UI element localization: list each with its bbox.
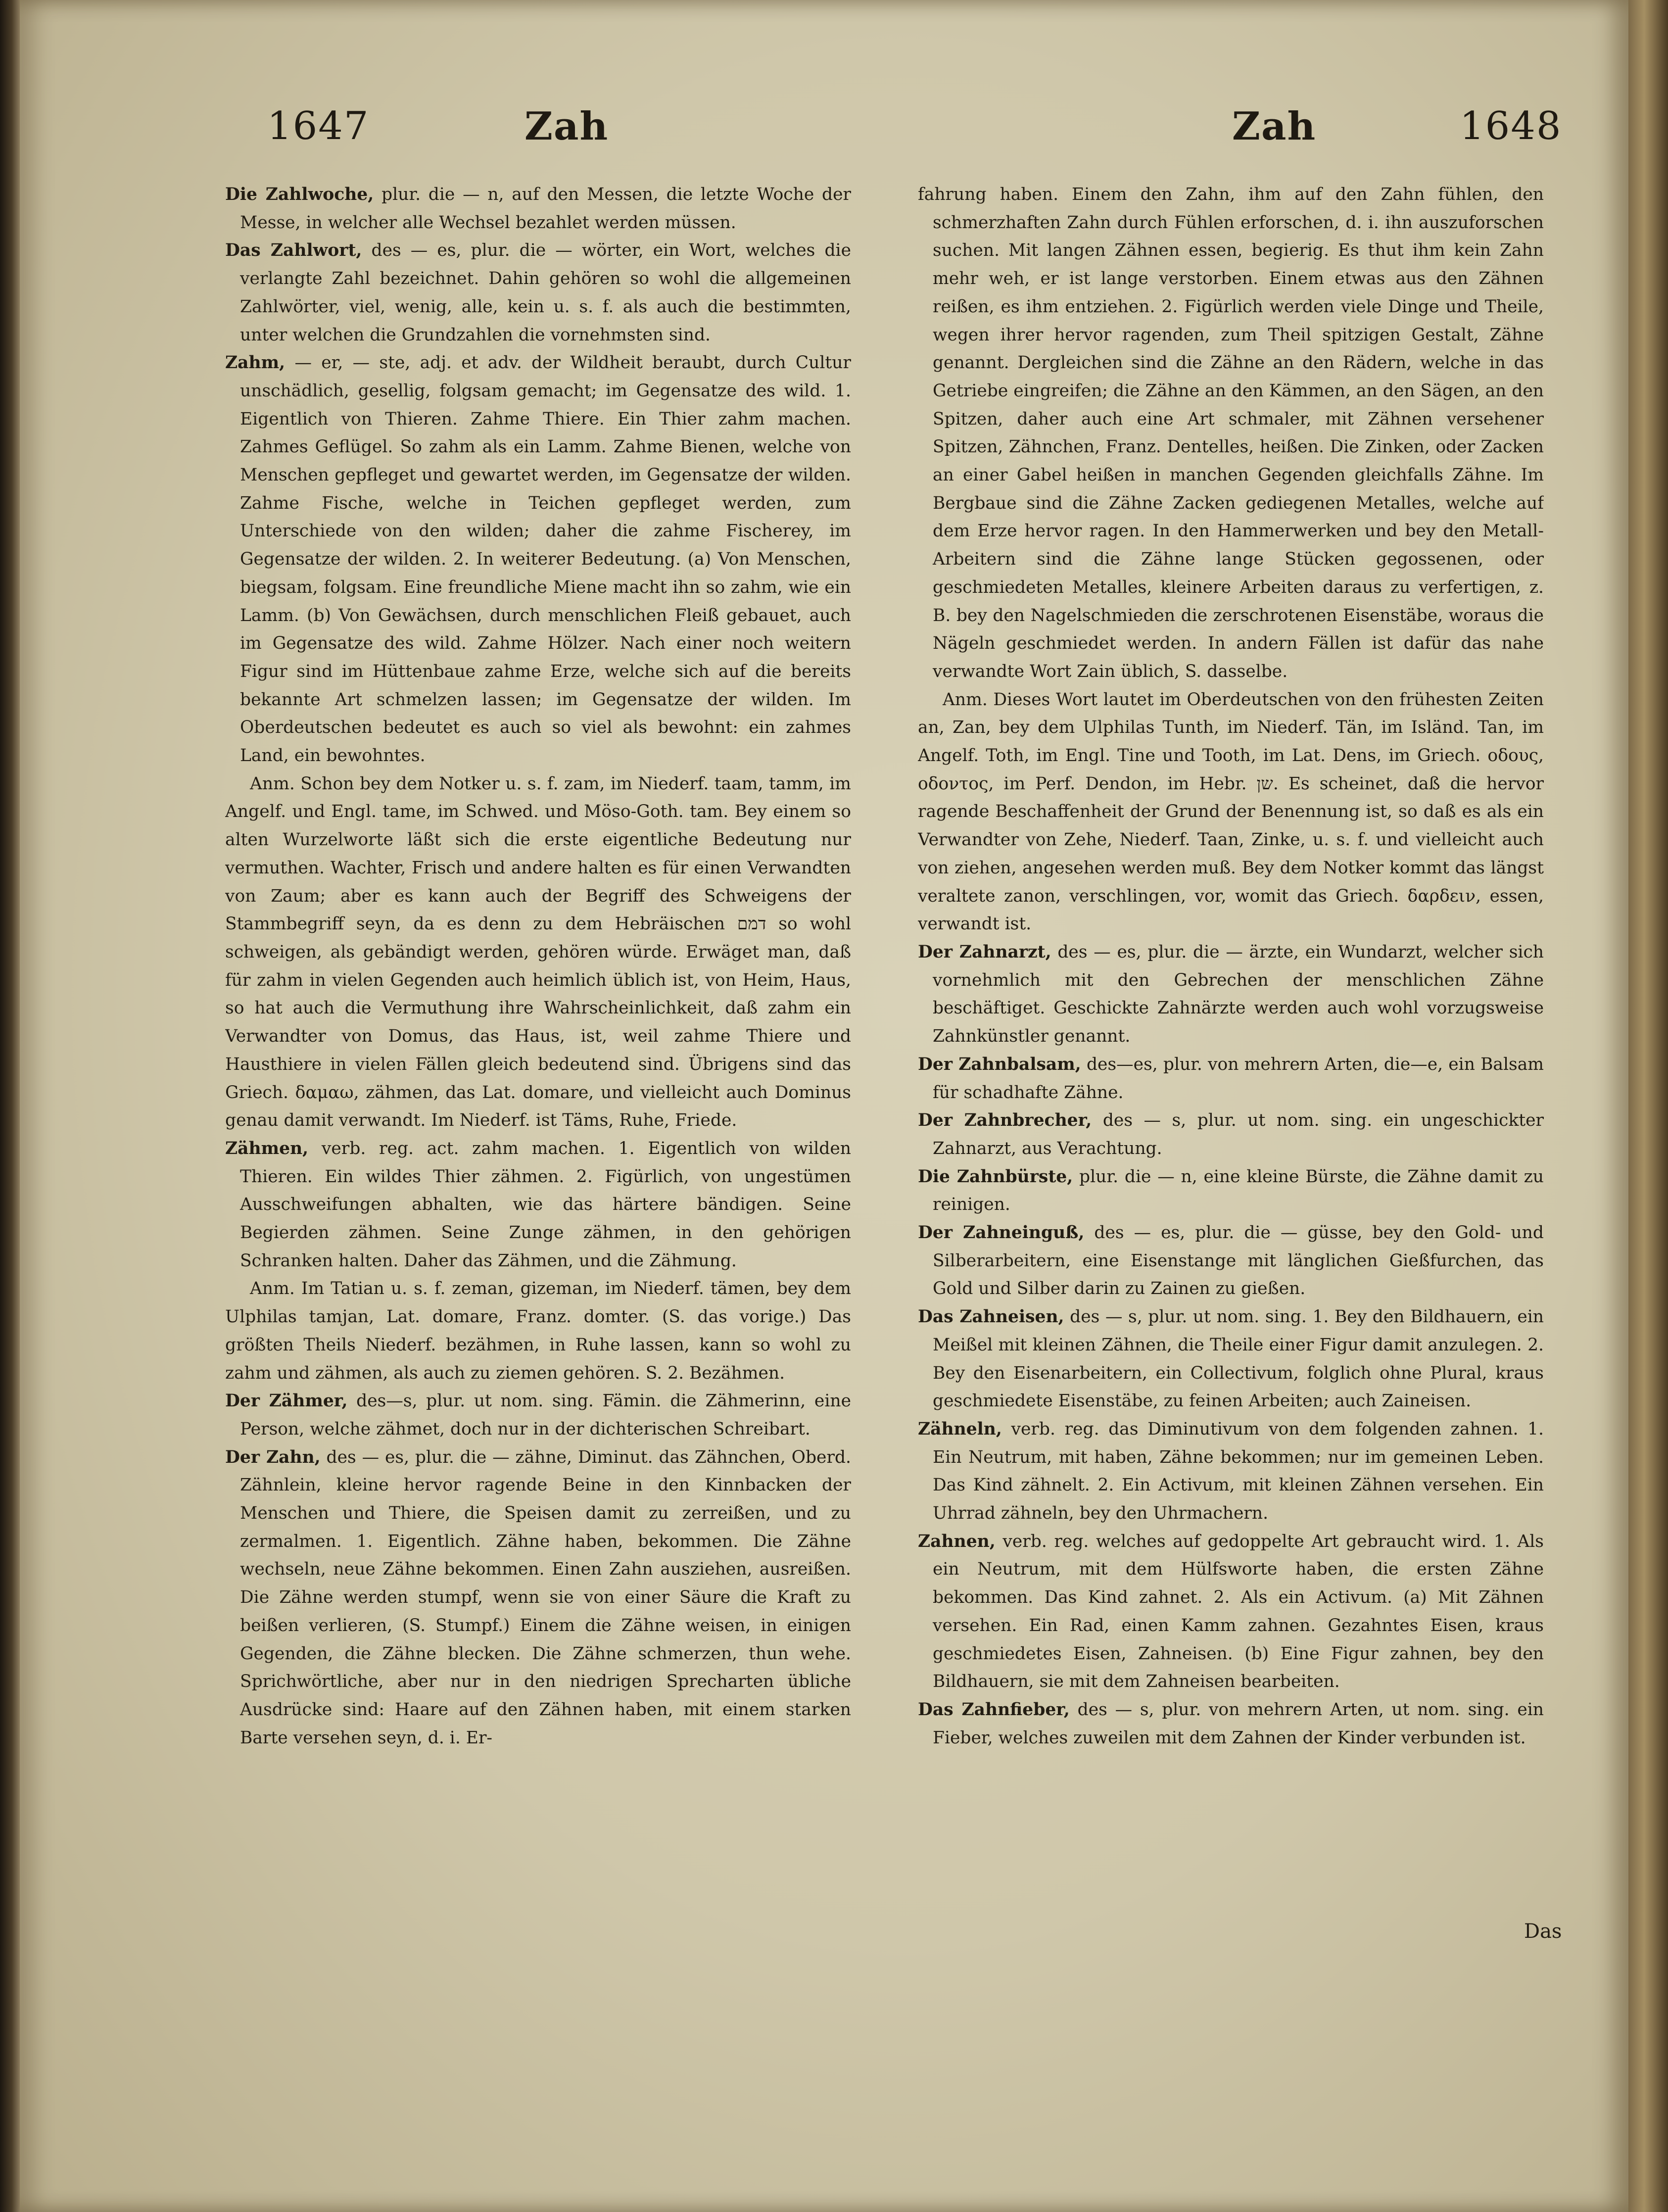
entry-headword: Zähneln, [918,1419,1002,1439]
dictionary-entry [225,1387,851,1443]
dictionary-entry [918,1219,1544,1303]
dictionary-entry [225,1275,851,1387]
dictionary-entry [918,686,1544,938]
dictionary-entry [918,1528,1544,1696]
entry-headword: Der Zähmer, [225,1391,348,1411]
entry-text: des — s, plur. ut nom. sing. ein ungeschickter Zahnarzt, aus Verachtung. [933,1110,1544,1158]
entry-headword: Das Zahlwort, [225,240,362,261]
dictionary-entry [225,1443,851,1752]
entry-text: fahrung haben. Einem den Zahn, ihm auf den Zahn fühlen, den schmerzhaften Zahn durch Fühlen erforschen, d. i. ihn auszuforschen suchen. Mit langen Zähnen essen, begierig. Es thut ihm kein Zahn mehr weh, er ist lange verstorben. Einem etwas aus den Zähnen reißen, es ihm entziehen. 2. Figürlich werden viele Dinge und Theile, wegen ihrer hervor ragenden, zum Theil spitzigen Gestalt, Zähne genannt. Dergleichen sind die Zähne an den Rädern, welche in das Getriebe eingreifen; die Zähne an den Kämmen, an den Sägen, an den Spitzen, daher auch eine Art schmaler, mit Zähnen versehener Spitzen, Zähnchen, Franz. Dentelles, heißen. Die Zinken, oder Zacken an einer Gabel heißen in manchen Gegenden gleichfalls Zähne. Im Bergbaue sind die Zähne Zacken gediegenen Metalles, welche auf dem Erze hervor ragen. In den Hammerwerken und bey den Metall-Arbeitern sind die Zähne lange Stücken gegossenen, oder geschmiedeten Metalles, kleinere Arbeiten daraus zu verfertigen, z. B. bey den Nagelschmieden die zerschrotenen Eisenstäbe, woraus die Nägeln geschmiedet werden. In andern Fällen ist dafür das nahe verwandte Wort Zain üblich, S. dasselbe. [918,185,1544,681]
entry-text: des — s, plur. ut nom. sing. 1. Bey den Bildhauern, ein Meißel mit kleinen Zähnen, die Theile einer Figur damit anzulegen. 2. Bey den Eisenarbeitern, ein Collectivum, folglich ohne Plural, kraus geschmiedete Eisenstäbe, zu feinen Arbeiten; auch Zaineisen. [933,1307,1544,1411]
entry-text: Anm. Schon bey dem Notker u. s. f. zam, im Niederf. taam, tamm, im Angelf. und Engl. tame, im Schwed. und Möso-Goth. tam. Bey einem so alten Wurzelworte läßt sich die erste eigentliche Bedeutung nur vermuthen. Wachter, Frisch und andere halten es für einen Verwandten von Zaum; aber es kann auch der Begriff des Schweigens der Stammbegriff seyn, da es denn zu dem Hebräischen דמם so wohl schweigen, als gebändigt werden, gehören würde. Erwäget man, daß für zahm in vielen Gegenden auch heimlich üblich ist, von Heim, Haus, so hat auch die Vermuthung ihre Wahrscheinlichkeit, daß zahm ein Verwandter von Domus, das Haus, ist, weil zahme Thiere und Hausthiere in vielen Fällen gleich bedeutend sind. Übrigens sind das Griech. δαμαω, zähmen, das Lat. domare, und vielleicht auch Dominus genau damit verwandt. Im Niederf. ist Täms, Ruhe, Friede. [225,773,851,1131]
entry-text: verb. reg. act. zahm machen. 1. Eigentlich von wilden Thieren. Ein wildes Thier zähmen. 2. Figürlich, von ungestümen Ausschweifungen abhalten, wie das härtere bändigen. Seine Begierden zähmen. Seine Zunge zähmen, in den gehörigen Schranken halten. Daher das Zähmen, und die Zähmung. [240,1138,851,1271]
page-number-right: 1648 [1460,104,1562,148]
entry-text: des—es, plur. von mehrern Arten, die—e, ein Balsam für schadhafte Zähne. [933,1054,1544,1103]
page-edge [1628,0,1668,2212]
entry-headword: Der Zahn, [225,1447,321,1467]
entry-headword: Der Zahneinguß, [918,1223,1085,1243]
catchword: Das [1524,1920,1562,1943]
running-headword-right: Zah [1232,104,1317,149]
entry-text: plur. die — n, auf den Messen, die letzte Woche der Messe, in welcher alle Wechsel bezahlet werden müssen. [240,185,851,233]
entry-headword: Der Zahnbalsam, [918,1054,1081,1074]
dictionary-entry [918,1106,1544,1162]
entry-text: verb. reg. welches auf gedoppelte Art gebraucht wird. 1. Als ein Neutrum, mit dem Hülfsworte haben, die ersten Zähne bekommen. Das Kind zahnet. 2. Als ein Activum. (a) Mit Zähnen versehen. Ein Rad, einen Kamm zahnen. Gezahntes Eisen, kraus geschmiedetes Eisen, Zahneisen. (b) Eine Figur zahnen, bey den Bildhauern, sie mit dem Zahneisen bearbeiten. [933,1531,1544,1692]
dictionary-entry [918,938,1544,1051]
entry-text: des — es, plur. die — wörter, ein Wort, welches die verlangte Zahl bezeichnet. Dahin gehören so wohl die allgemeinen Zahlwörter, viel, wenig, alle, kein u. s. f. als auch die bestimmten, unter welchen die Grundzahlen die vornehmsten sind. [240,240,851,345]
entry-headword: Das Zahnfieber, [918,1699,1070,1720]
dictionary-entry [225,349,851,770]
entry-text: des—s, plur. ut nom. sing. Fämin. die Zähmerinn, eine Person, welche zähmet, doch nur in der dichterischen Schreibart. [240,1391,851,1439]
entry-text: des — es, plur. die — ärzte, ein Wundarzt, welcher sich vornehmlich mit den Gebrechen der menschlichen Zähne beschäftiget. Geschickte Zahnärzte werden auch wohl vorzugsweise Zahnkünstler genannt. [933,942,1544,1047]
dictionary-entry [918,1163,1544,1219]
entry-headword: Der Zahnbrecher, [918,1110,1092,1131]
dictionary-entry [918,1696,1544,1752]
entry-text: plur. die — n, eine kleine Bürste, die Zähne damit zu reinigen. [933,1166,1544,1215]
running-headword-left: Zah [524,104,609,149]
dictionary-entry [918,1303,1544,1415]
entry-text: verb. reg. das Diminutivum von dem folgenden zahnen. 1. Ein Neutrum, mit haben, Zähne bekommen; nur im gemeinen Leben. Das Kind zähnelt. 2. Ein Activum, mit kleinen Zähnen versehen. Ein Uhrrad zähneln, bey den Uhrmachern. [933,1419,1544,1524]
dictionary-entry [918,181,1544,686]
entry-text: Anm. Dieses Wort lautet im Oberdeutschen von den frühesten Zeiten an, Zan, bey dem Ulphilas Tunth, im Niederf. Tän, im Isländ. Tan, im Angelf. Toth, im Engl. Tine und Tooth, im Lat. Dens, im Griech. οδους, οδοντος, im Perf. Dendon, im Hebr. שן. Es scheinet, daß die hervor ragende Beschaffenheit der Grund der Benennung ist, so daß es als ein Verwandter von Zehe, Niederf. Taan, Zinke, u. s. f. und vielleicht auch von ziehen, angesehen werden muß. Bey dem Notker kommt das längst veraltete zanon, verschlingen, vor, womit das Griech. δαρδειν, essen, verwandt ist. [918,689,1544,934]
dictionary-entry [225,770,851,1135]
entry-headword: Zahm, [225,353,286,373]
book-spine [0,0,20,2212]
entry-headword: Der Zahnarzt, [918,942,1051,962]
right-column [918,181,1544,2111]
dictionary-entry [918,1415,1544,1528]
entry-text: des — s, plur. von mehrern Arten, ut nom. sing. ein Fieber, welches zuweilen mit dem Zahnen der Kinder verbunden ist. [933,1699,1544,1748]
dictionary-entry [225,237,851,349]
entry-headword: Die Zahnbürste, [918,1166,1073,1187]
entry-headword: Das Zahneisen, [918,1307,1064,1327]
dictionary-entry [225,1135,851,1275]
dictionary-entry [225,181,851,237]
entry-text: des — es, plur. die — zähne, Diminut. das Zähnchen, Oberd. Zähnlein, kleine hervor ragende Beine in den Kinnbacken der Menschen und Thiere, die Speisen damit zu zerreißen, und zu zermalmen. 1. Eigentlich. Zähne haben, bekommen. Die Zähne wechseln, neue Zähne bekommen. Einen Zahn ausziehen, ausreißen. Die Zähne werden stumpf, wenn sie von einer Säure die Kraft zu beißen verlieren, (S. Stumpf.) Einem die Zähne weisen, in einigen Gegenden, die Zähne blecken. Die Zähne schmerzen, thun wehe. Sprichwörtliche, aber nur in den niedrigen Sprecharten übliche Ausdrücke sind: Haare auf den Zähnen haben, mit einem starken Barte versehen seyn, d. i. Er- [240,1447,851,1748]
dictionary-entry [918,1051,1544,1106]
left-column [225,181,851,2111]
entry-headword: Die Zahlwoche, [225,185,374,204]
entry-text: Anm. Im Tatian u. s. f. zeman, gizeman, im Niederf. tämen, bey dem Ulphilas tamjan, Lat. domare, Franz. domter. (S. das vorige.) Das größten Theils Niederf. bezähmen, in Ruhe lassen, kann so wohl zu zahm und zähmen, als auch zu ziemen gehören. S. 2. Bezähmen. [225,1279,851,1383]
page-number-left: 1647 [267,104,370,148]
entry-text: — er, — ste, adj. et adv. der Wildheit beraubt, durch Cultur unschädlich, gesellig, folgsam gemacht; im Gegensatze des wild. 1. Eigentlich von Thieren. Zahme Thiere. Ein Thier zahm machen. Zahmes Geflügel. So zahm als ein Lamm. Zahme Bienen, welche von Menschen gepfleget und gewartet werden, im Gegensatze der wilden. Zahme Fische, welche in Teichen gepfleget werden, zum Unterschiede von den wilden; daher die zahme Fischerey, im Gegensatze der wilden. 2. In weiterer Bedeutung. (a) Von Menschen, biegsam, folgsam. Eine freundliche Miene macht ihn so zahm, wie ein Lamm. (b) Von Gewächsen, durch menschlichen Fleiß gebauet, auch im Gegensatze des wild. Zahme Hölzer. Nach einer noch weitern Figur sind im Hüttenbaue zahme Erze, welche sich auf die bereits bekannte Art schmelzen lassen; im Gegensatze der wilden. Im Oberdeutschen bedeutet es auch so viel als bewohnt: ein zahmes Land, ein bewohntes. [240,353,851,766]
entry-headword: Zahnen, [918,1531,996,1551]
entry-text: des — es, plur. die — güsse, bey den Gold- und Silberarbeitern, eine Eisenstange mit länglichen Gießfurchen, das Gold und Silber darin zu Zainen zu gießen. [933,1223,1544,1299]
entry-headword: Zähmen, [225,1138,309,1158]
